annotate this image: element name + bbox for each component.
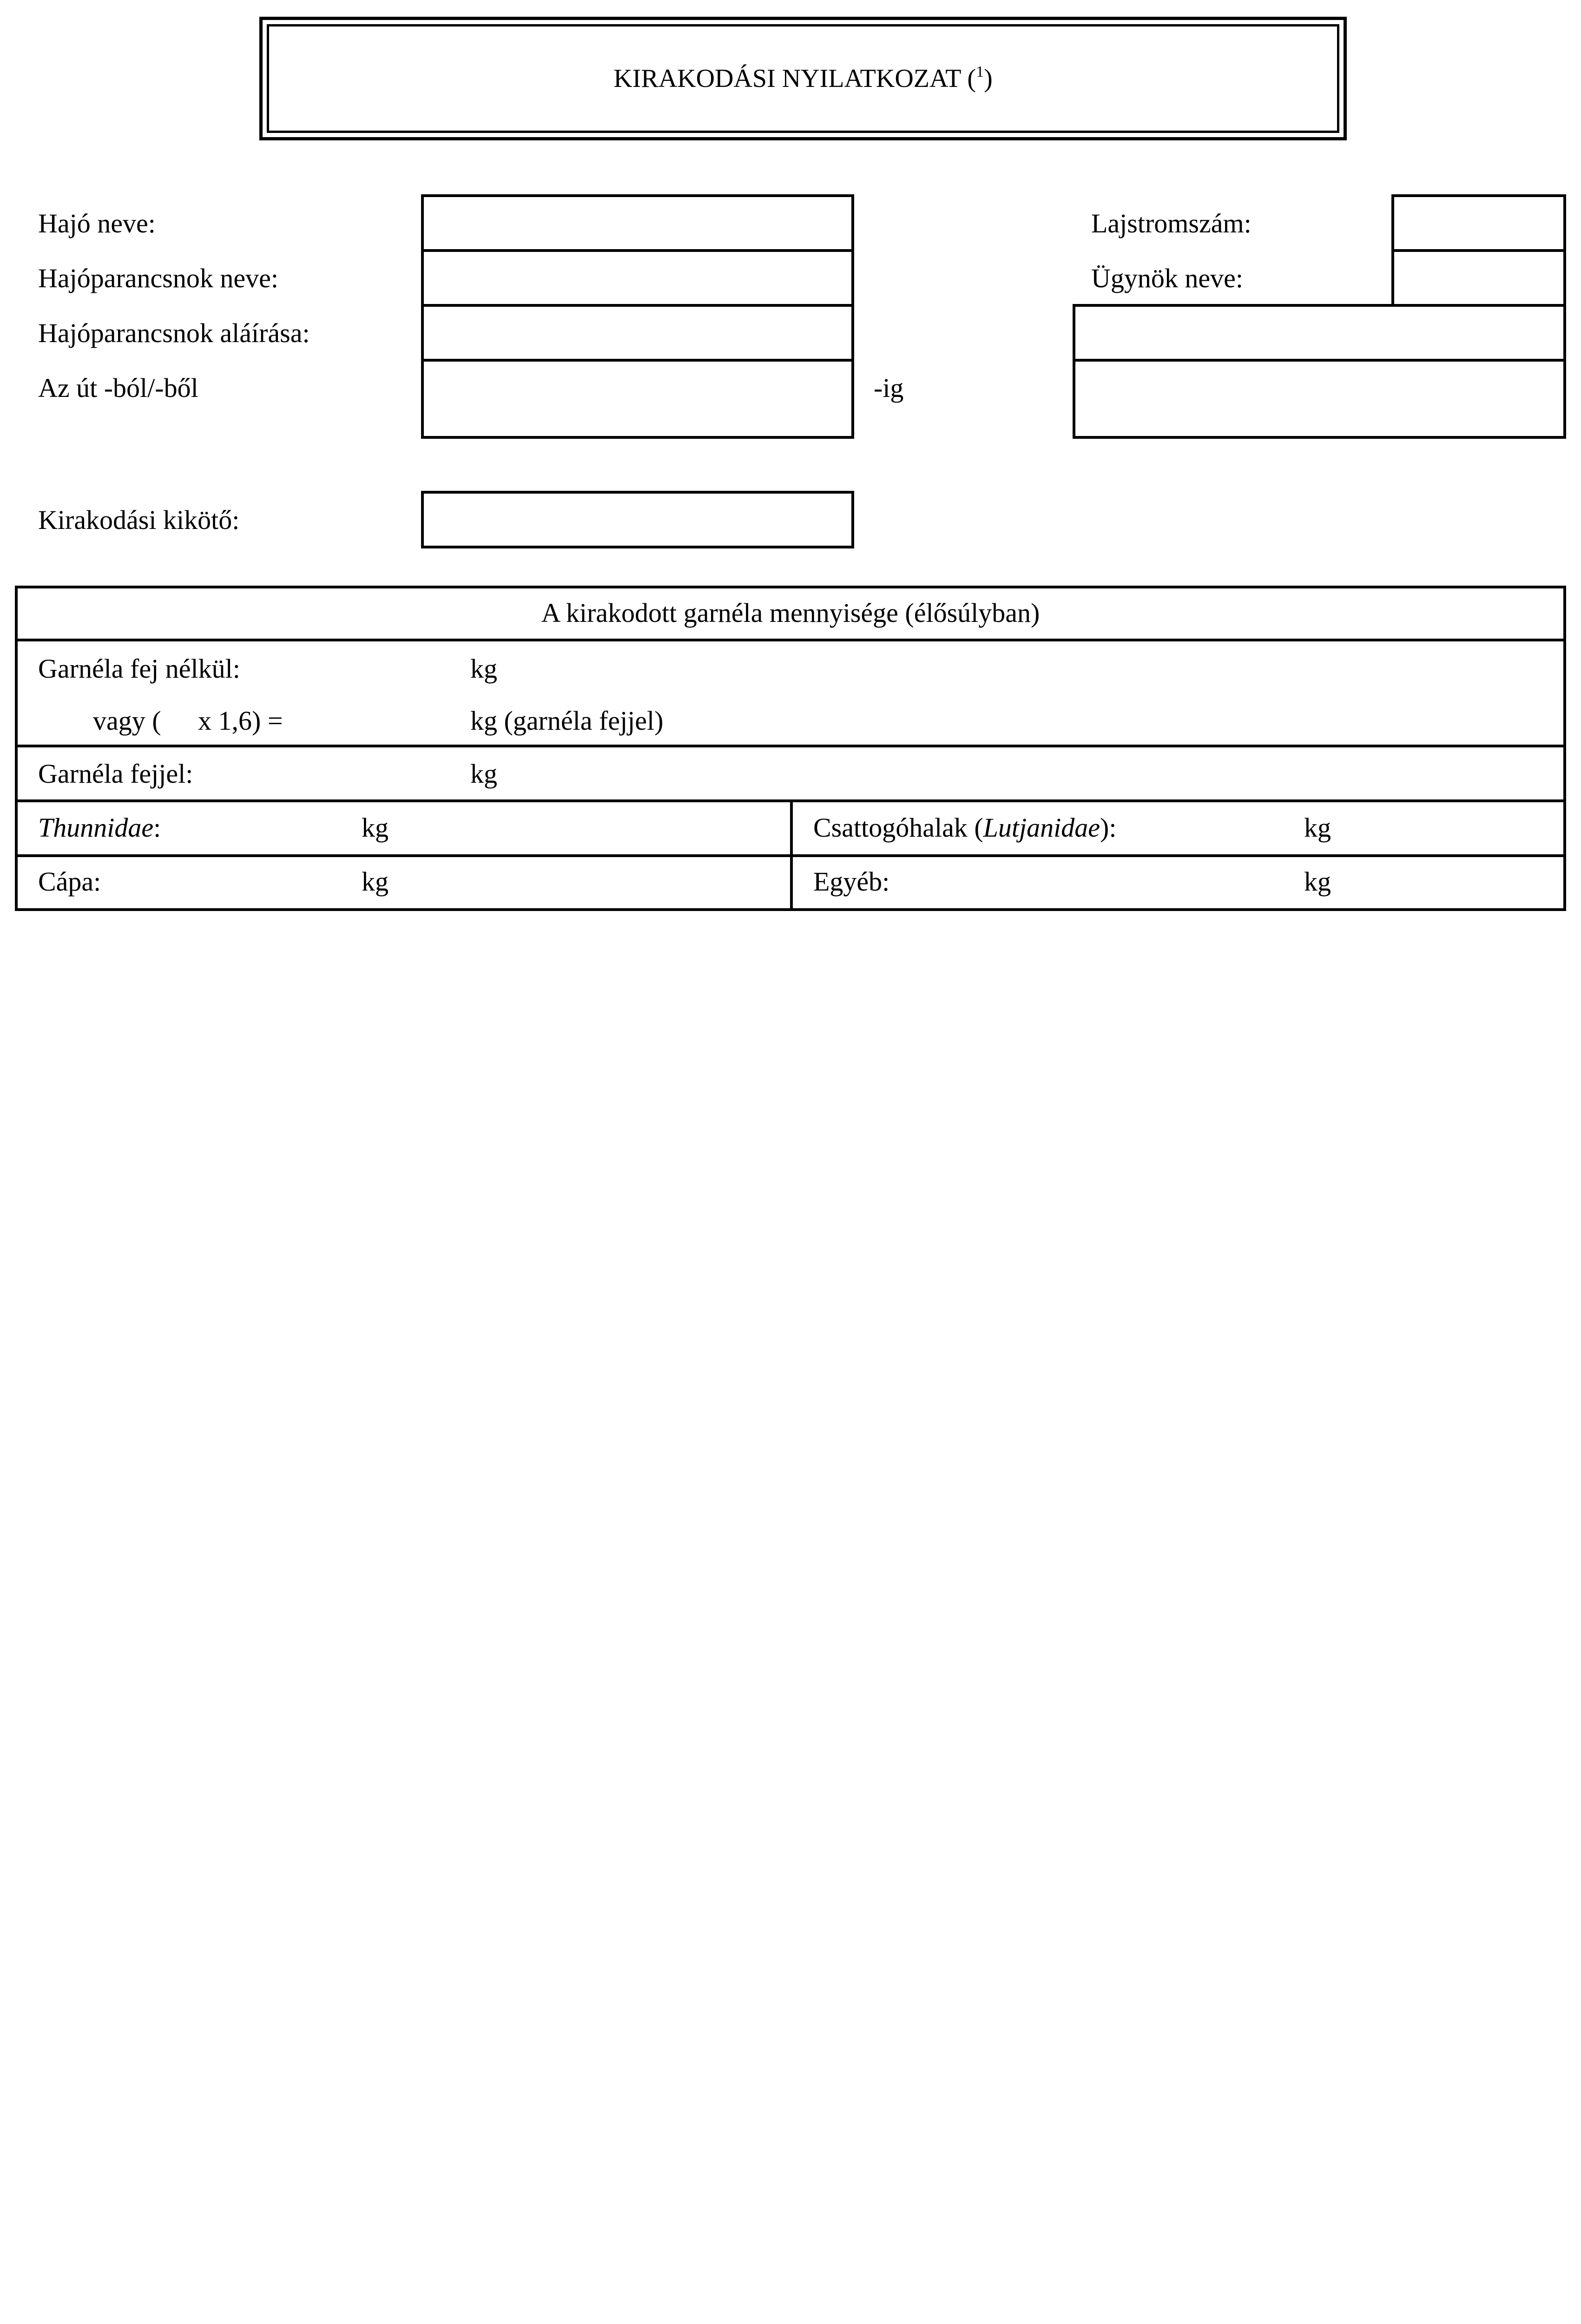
thunnidae-unit: kg [362, 812, 389, 843]
headless-shrimp-label: Garnéla fej nélkül: [38, 654, 240, 684]
snapper-unit: kg [1304, 812, 1331, 843]
master-name-field[interactable] [421, 249, 854, 307]
table-divider [15, 854, 1566, 857]
trip-from-label: Az út -ból/-ből [38, 373, 198, 403]
headless-shrimp-unit: kg [470, 654, 497, 684]
trip-to-label: -ig [874, 373, 904, 403]
table-divider [15, 639, 1566, 641]
snapper-label: Csattogóhalak (Lutjanidae): [813, 812, 1117, 843]
title-box-inner [267, 24, 1339, 133]
conversion-multiplier: x 1,6) = [198, 706, 283, 736]
head-on-equivalent-unit: kg (garnéla fejjel) [470, 706, 664, 736]
document-title: KIRAKODÁSI NYILATKOZAT ($^1$) [613, 63, 993, 93]
master-name-label: Hajóparancsnok neve: [38, 263, 278, 293]
registration-label: Lajstromszám: [1091, 208, 1252, 238]
catch-table-header: A kirakodott garnéla mennyisége (élősúlyban) [541, 598, 1040, 628]
master-signature-label: Hajóparancsnok aláírása: [38, 318, 310, 348]
trip-to-field[interactable] [1073, 359, 1566, 439]
vessel-name-field[interactable] [421, 194, 854, 252]
other-label: Egyéb: [813, 866, 890, 897]
shark-label: Cápa: [38, 866, 101, 897]
agent-name-label: Ügynök neve: [1091, 263, 1243, 293]
agent-name-field[interactable] [1391, 249, 1566, 307]
head-on-shrimp-label: Garnéla fejjel: [38, 759, 193, 789]
shark-unit: kg [362, 866, 389, 897]
conversion-open: vagy ( [93, 706, 161, 736]
agent-name-field-wide[interactable] [1073, 304, 1566, 362]
other-unit: kg [1304, 866, 1331, 897]
master-signature-field[interactable] [421, 304, 854, 362]
port-field[interactable] [421, 491, 854, 548]
table-divider [15, 745, 1566, 747]
vessel-name-label: Hajó neve: [38, 208, 156, 238]
port-label: Kirakodási kikötő: [38, 505, 240, 535]
trip-from-field[interactable] [421, 359, 854, 439]
registration-field[interactable] [1391, 194, 1566, 252]
head-on-shrimp-unit: kg [470, 759, 497, 789]
title-footnote-ref: 1 [976, 63, 984, 80]
thunnidae-label: Thunnidae: [38, 812, 161, 843]
